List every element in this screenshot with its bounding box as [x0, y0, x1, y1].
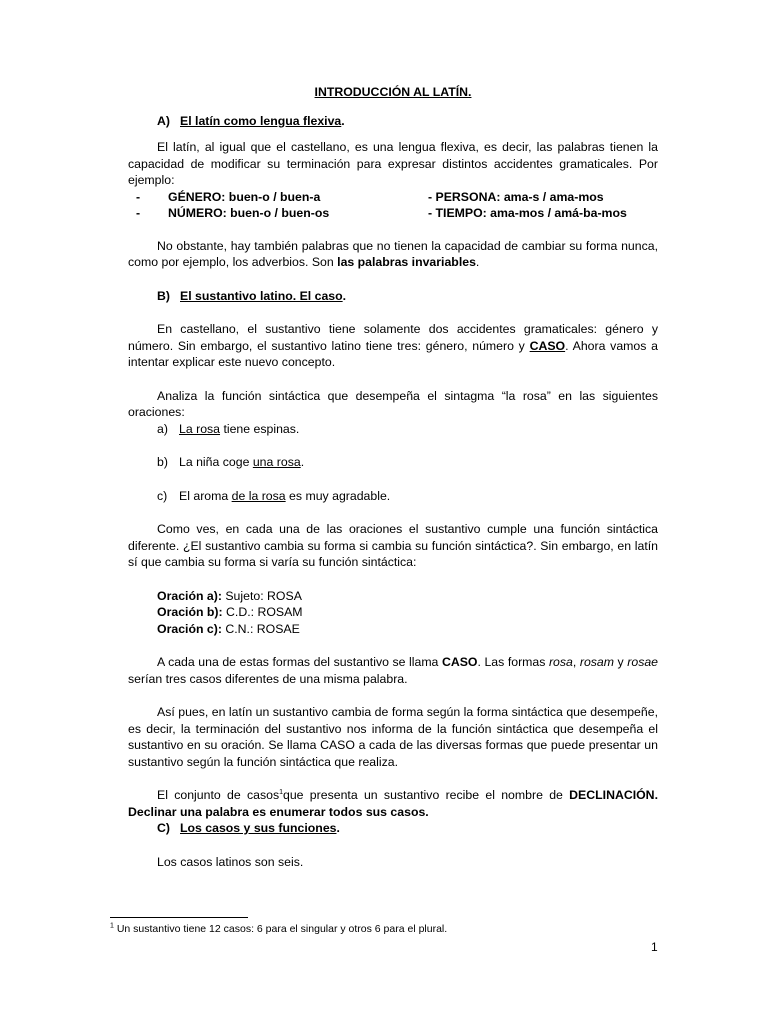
- p3-start: En castellano, el sustantivo tiene solamente dos accidentes gramaticales: género y número. Sin embargo, el sustantivo latino tiene tres: género, número y: [128, 322, 658, 353]
- p3-caso: CASO: [529, 338, 566, 353]
- list-right: - TIEMPO: ama-mos / amá-ba-mos: [428, 206, 627, 220]
- footnote-number: 1: [110, 922, 114, 930]
- page-number: 1: [651, 940, 658, 954]
- section-b-title: El sustantivo latino. El caso: [180, 288, 343, 303]
- example-a: [128, 421, 658, 438]
- oracion-label: Oración c): [157, 621, 218, 636]
- list-dash: -: [136, 189, 141, 204]
- example-underlined: de la rosa: [231, 488, 286, 503]
- footnote-separator: [110, 917, 248, 918]
- section-b-title-wrap: [180, 288, 346, 305]
- paragraph-9: Los casos latinos son seis.: [157, 854, 304, 869]
- example-underlined: una rosa: [252, 455, 301, 469]
- section-c-title-wrap: [180, 820, 340, 837]
- title-end: .: [468, 85, 472, 99]
- list-item: [128, 189, 658, 206]
- p6-rosae: rosae: [627, 655, 659, 669]
- oracion-line: [128, 588, 658, 605]
- oracion-sep: :: [217, 588, 226, 603]
- p2-bold: las palabras invariables: [337, 255, 476, 269]
- document-title: [128, 84, 658, 101]
- p6-c: ,: [572, 655, 580, 669]
- example-b: [128, 454, 658, 471]
- example-pre: El aroma: [179, 488, 232, 503]
- example-c: [128, 488, 658, 505]
- section-c-end: .: [336, 821, 340, 835]
- paragraph-5: Como ves, en cada una de las oraciones el sustantivo cumple una función sintáctica diferente. ¿El sustantivo cambia su forma si cambia su función sintáctica?. Sin embargo, en latín sí que cambia su forma si varía su función sintáctica:: [128, 522, 658, 569]
- oracion-sep: :: [218, 605, 227, 619]
- title-text: INTRODUCCIÓN AL LATÍN: [314, 85, 469, 99]
- oracion-label: Oración b): [157, 605, 219, 619]
- list-dash: -: [136, 206, 141, 220]
- document-body: [128, 84, 658, 870]
- section-a-end: .: [341, 113, 345, 128]
- p8-declinacion: DECLINACIÓN: [569, 788, 655, 802]
- list-right: - PERSONA: ama-s / ama-mos: [428, 189, 604, 204]
- section-a-letter: A): [157, 113, 170, 128]
- paragraph-4: Analiza la función sintáctica que desempeña el sintagma “la rosa” en las siguientes oraciones:: [128, 388, 658, 419]
- list-item: [128, 205, 658, 222]
- p6-b: . Las formas: [477, 655, 549, 669]
- footnote-text: Un sustantivo tiene 12 casos: 6 para el singular y otros 6 para el plural.: [113, 923, 448, 935]
- section-a-heading: [128, 113, 658, 130]
- section-b-letter: B): [157, 288, 170, 303]
- example-pre: La niña coge: [179, 455, 253, 469]
- p2-end: .: [475, 255, 480, 269]
- example-post: es muy agradable.: [285, 488, 391, 503]
- p8-a: El conjunto de casos: [157, 788, 280, 802]
- example-text: [179, 454, 304, 471]
- oracion-text: C.N.: ROSAE: [225, 621, 300, 636]
- oracion-text: Sujeto: ROSA: [225, 588, 302, 603]
- oracion-text: C.D.: ROSAM: [226, 605, 303, 619]
- section-c-title: Los casos y sus funciones: [180, 821, 337, 835]
- oracion-line: [128, 621, 658, 638]
- example-label: a): [157, 421, 168, 436]
- section-a-title-wrap: [180, 113, 345, 130]
- feature-list: [128, 189, 658, 222]
- paragraph-8: [128, 787, 658, 820]
- list-left: GÉNERO: buen-o / buen-a: [168, 189, 321, 204]
- p6-a: A cada una de estas formas del sustantivo se llama: [157, 655, 442, 669]
- section-c-letter: C): [157, 821, 170, 835]
- oracion-sep: :: [217, 621, 226, 636]
- section-b-end: .: [342, 288, 347, 303]
- p3-end: . Ahora vamos a intentar explicar este nuevo concepto.: [128, 338, 658, 369]
- example-post: tiene espinas.: [220, 421, 300, 436]
- example-text: [179, 421, 299, 438]
- list-left: NÚMERO: buen-o / buen-os: [168, 206, 330, 220]
- p6-d: y: [614, 655, 628, 669]
- p6-rosam: rosam: [579, 655, 615, 669]
- section-b-heading: [128, 288, 658, 305]
- footnote-ref: 1: [279, 788, 283, 796]
- paragraph-1: El latín, al igual que el castellano, es una lengua flexiva, es decir, las palabras tienen la capacidad de modificar su terminación para expresar distintos accidentes gramaticales. Por ejemplo:: [128, 140, 658, 187]
- paragraph-2: [128, 238, 658, 271]
- p6-rosa: rosa: [548, 655, 573, 669]
- oraciones-list: [128, 588, 658, 638]
- paragraph-3: [128, 321, 658, 371]
- example-label: c): [157, 488, 168, 503]
- example-post: .: [300, 455, 305, 469]
- p6-caso: CASO: [441, 655, 478, 669]
- section-a-title: El latín como lengua flexiva: [180, 113, 342, 128]
- paragraph-6: [128, 654, 658, 687]
- example-underlined: La rosa: [179, 421, 221, 436]
- section-c-heading: [128, 820, 658, 837]
- p8-c: . Declinar una palabra es enumerar todos sus casos.: [128, 788, 658, 819]
- example-label: b): [157, 455, 168, 469]
- example-text: [179, 488, 390, 505]
- p6-e: serían tres casos diferentes de una misma palabra.: [128, 671, 408, 686]
- oracion-label: Oración a): [157, 588, 218, 603]
- p8-b: que presenta un sustantivo recibe el nombre de: [283, 788, 570, 802]
- p2-start: No obstante, hay también palabras que no tienen la capacidad de cambiar su forma nunca, como por ejemplo, los adverbios. Son: [128, 238, 658, 269]
- oracion-line: [128, 604, 658, 621]
- paragraph-7: Así pues, en latín un sustantivo cambia de forma según la forma sintáctica que desempeñe, es decir, la terminación del sustantivo nos informa de la función sintáctica que desempeña el sustantivo en su oración. Se llama CASO a cada de las diversas formas que puede presentar un sustantivo según la función sintáctica que realiza.: [128, 705, 658, 769]
- footnote: [110, 922, 670, 936]
